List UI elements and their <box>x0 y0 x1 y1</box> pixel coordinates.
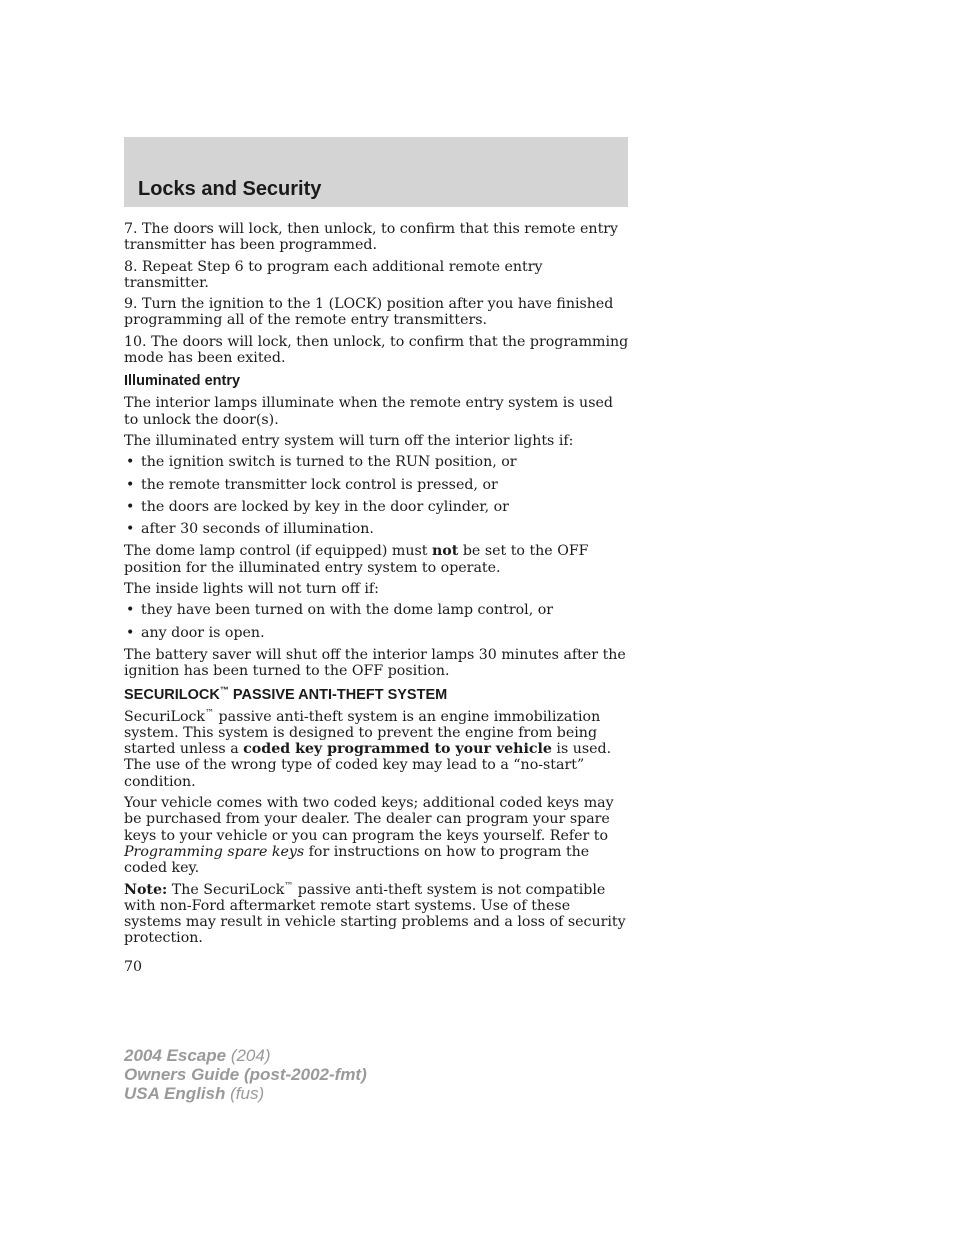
illuminated-entry-intro: The interior lamps illuminate when the remote entry system is used to unlock the door(s). <box>124 395 613 428</box>
step-7: 7. The doors will lock, then unlock, to confirm that this remote entry transmitter has been programmed. <box>124 221 619 254</box>
turn-off-intro: The illuminated entry system will turn off the interior lights if: <box>124 432 574 449</box>
section-header <box>124 137 628 207</box>
list-item: • any door is open. <box>124 625 630 641</box>
section-title: Locks and Security <box>138 178 322 200</box>
page-number: 70 <box>124 958 143 975</box>
not-turn-off-intro: The inside lights will not turn off if: <box>124 581 379 598</box>
list-item: • after 30 seconds of illumination. <box>124 521 630 537</box>
securilock-paragraph-2: Your vehicle comes with two coded keys; additional coded keys may be purchased from your dealer. The dealer can program your spare keys to your vehicle or you can program the keys yourself. Refer to Programming spare keys for instructions on how to program the coded key. <box>124 795 614 877</box>
dome-lamp-paragraph: The dome lamp control (if equipped) must not be set to the OFF position for the illuminated entry system to operate. <box>124 543 589 576</box>
list-item: • the remote transmitter lock control is pressed, or <box>124 477 630 493</box>
trademark-symbol: ™ <box>284 880 294 891</box>
list-item: • the ignition switch is turned to the RUN position, or <box>124 454 630 470</box>
footer-line-guide: Owners Guide (post-2002-fmt) <box>124 1065 367 1084</box>
footer-line-model: 2004 Escape (204) <box>124 1046 271 1065</box>
document-footer <box>124 1046 367 1103</box>
step-10: 10. The doors will lock, then unlock, to confirm that the programming mode has been exited. <box>124 333 629 367</box>
list-item: • they have been turned on with the dome lamp control, or <box>124 602 630 618</box>
securilock-heading: SECURILOCK™ PASSIVE ANTI-THEFT SYSTEM <box>124 684 448 703</box>
not-turn-off-list <box>124 602 630 641</box>
trademark-symbol: ™ <box>205 707 215 718</box>
illuminated-entry-heading: Illuminated entry <box>124 373 241 390</box>
battery-saver-paragraph: The battery saver will shut off the interior lamps 30 minutes after the ignition has been turned to the OFF position. <box>124 646 626 680</box>
turn-off-list <box>124 454 630 537</box>
list-item: • the doors are locked by key in the door cylinder, or <box>124 499 630 515</box>
securilock-note: Note: The SecuriLock™ passive anti-theft system is not compatible with non-Ford aftermarket remote start systems. Use of these systems may result in vehicle starting problems and a loss of security protection. <box>124 880 626 947</box>
cross-reference: Programming spare keys <box>124 843 305 860</box>
securilock-paragraph-1: SecuriLock™ passive anti-theft system is an engine immobilization system. This system is designed to prevent the engine from being started unless a coded key programmed to your vehicle is used. The use of the wrong type of coded key may lead to a “no-start” condition. <box>124 707 612 790</box>
trademark-symbol: ™ <box>219 684 229 695</box>
footer-line-language: USA English (fus) <box>124 1084 265 1103</box>
note-label: Note: <box>124 881 168 898</box>
step-8: 8. Repeat Step 6 to program each additional remote entry transmitter. <box>124 258 543 291</box>
step-9: 9. Turn the ignition to the 1 (LOCK) position after you have finished programming all of the remote entry transmitters. <box>124 296 614 329</box>
page-content <box>124 221 630 975</box>
